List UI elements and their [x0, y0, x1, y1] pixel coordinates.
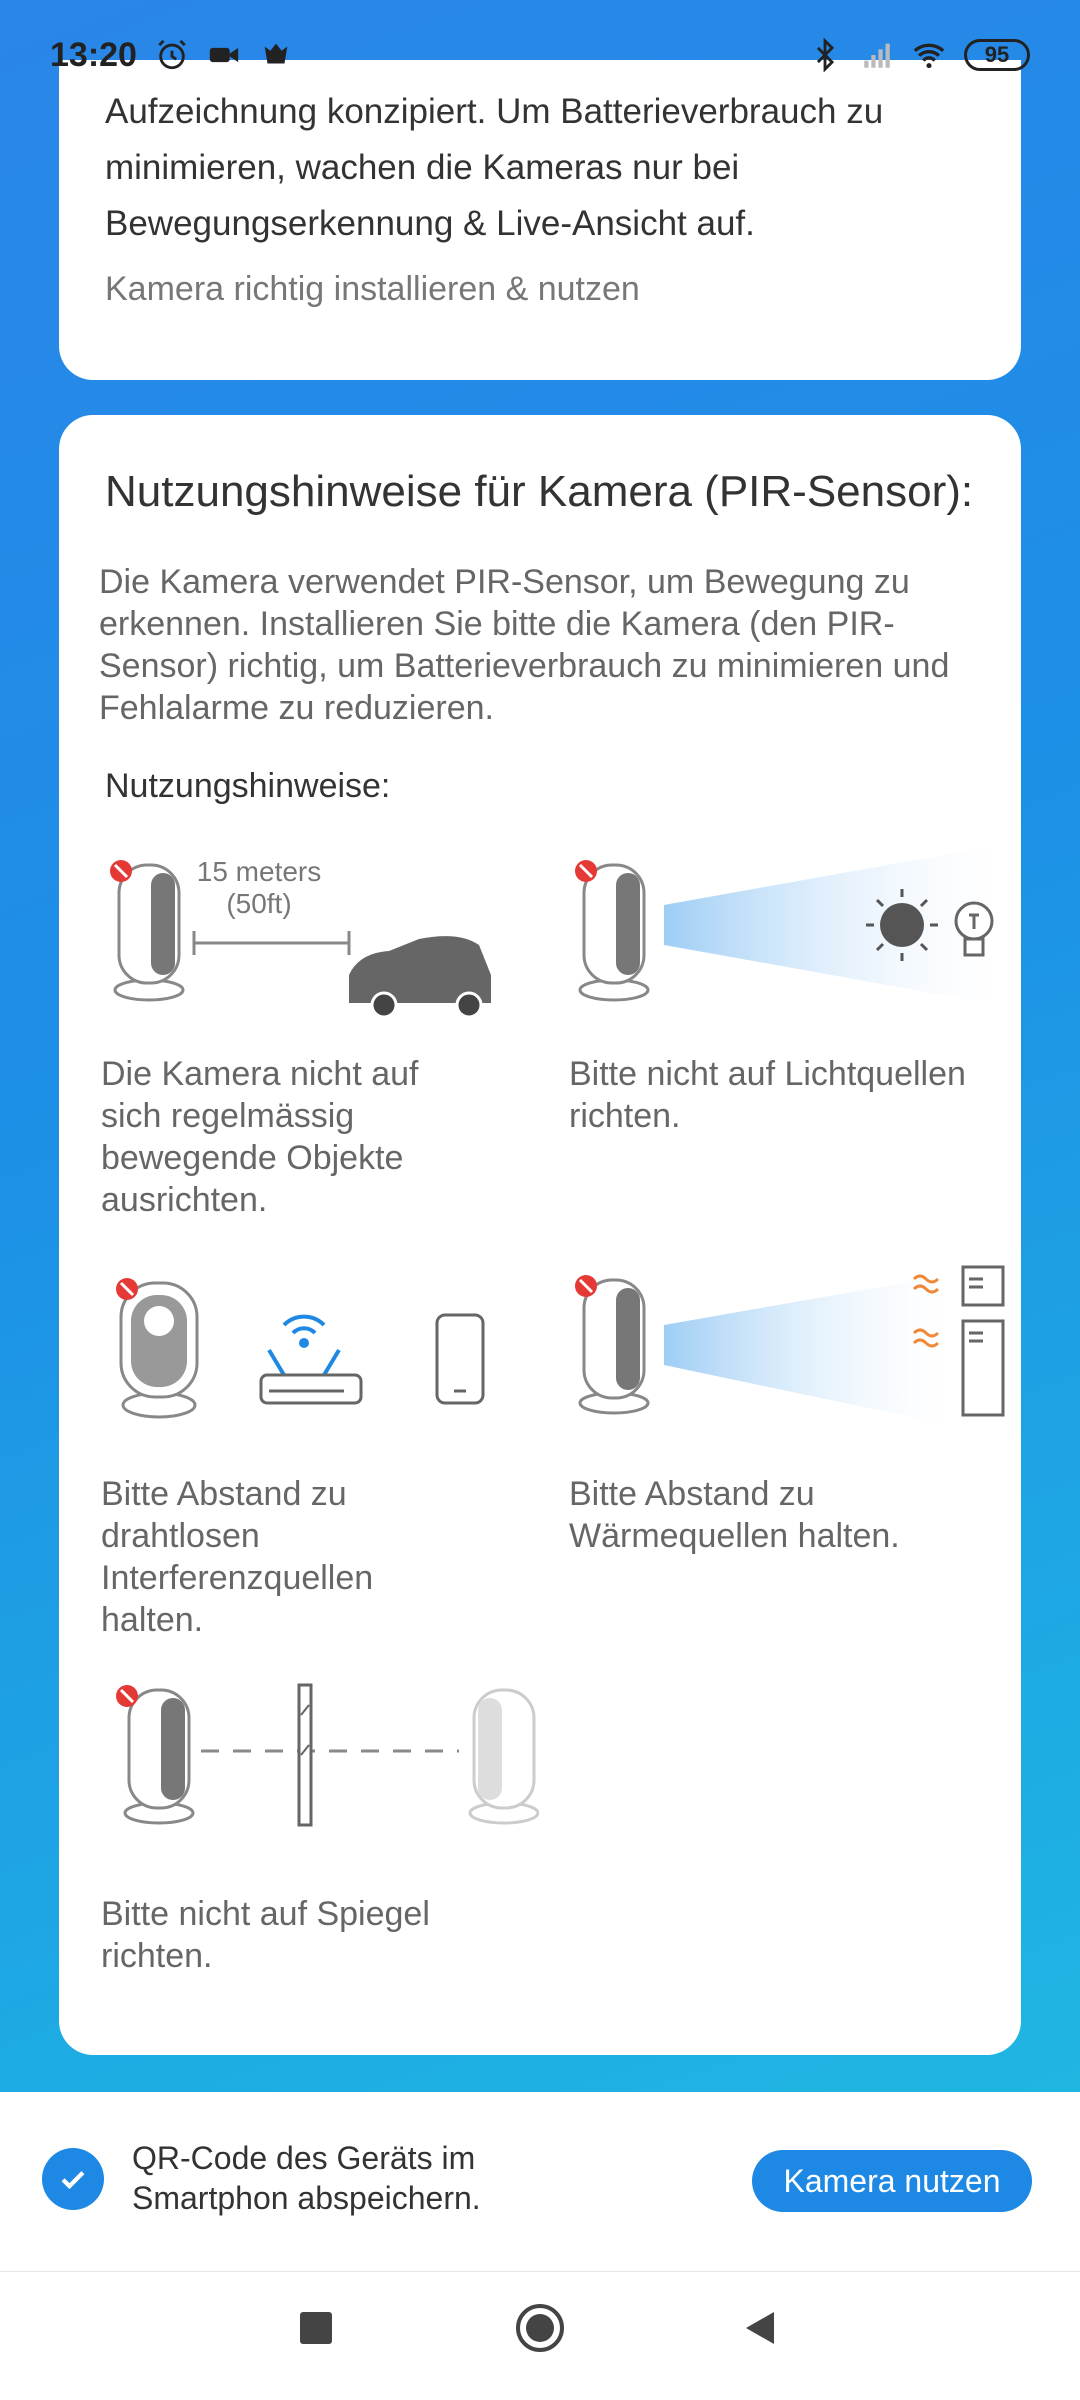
tip-wireless-interference: [59, 1255, 539, 1675]
save-qr-checkbox[interactable]: [42, 2148, 104, 2210]
status-time: 13:20: [50, 35, 137, 74]
tip-mirrors: [59, 1675, 539, 2055]
status-bar: [0, 0, 1080, 110]
tip-moving-objects: [59, 835, 539, 1255]
alarm-icon: [155, 38, 189, 72]
signal-icon: [860, 38, 894, 72]
info-paragraph: Aufzeichnung konzipiert. Um Batterieverbrauch zu minimieren, wachen die Kameras nur bei Bewegungserkennung & Live-Ansicht auf.: [105, 92, 884, 243]
tip-caption: Bitte nicht auf Lichtquellen richten.: [569, 1055, 966, 1135]
camera-router-illustration: [59, 1255, 539, 1455]
tip-heat-sources: [539, 1255, 1019, 1675]
home-icon[interactable]: [514, 2302, 566, 2354]
camera-light-illustration: [539, 835, 1019, 1035]
distance-label: 15 meters: [196, 856, 322, 887]
recents-icon[interactable]: [296, 2308, 336, 2348]
battery-icon: 95: [964, 39, 1030, 71]
page-title: Nutzungshinweise für Kamera (PIR-Sensor):: [105, 467, 974, 516]
install-guide-link[interactable]: Kamera richtig installieren & nutzen: [105, 270, 640, 308]
video-icon: [207, 38, 241, 72]
checkmark-icon: [56, 2162, 90, 2196]
camera-mirror-illustration: [59, 1675, 539, 1875]
pir-description: Die Kamera verwendet PIR-Sensor, um Bewegung zu erkennen. Installieren Sie bitte die Kamera (den PIR-Sensor) richtig, um Batterieverbrauch zu minimieren und Fehlalarme zu reduzieren.: [99, 563, 950, 727]
camera-heat-illustration: [539, 1255, 1019, 1455]
distance-label-ft: (50ft): [226, 888, 292, 919]
tip-caption: Bitte Abstand zu Wärmequellen halten.: [569, 1475, 900, 1555]
tip-caption: Die Kamera nicht auf sich regelmässig bewegende Objekte ausrichten.: [101, 1055, 419, 1219]
back-icon[interactable]: [740, 2308, 780, 2348]
tip-light-sources: [539, 835, 1019, 1255]
tip-caption: Bitte nicht auf Spiegel richten.: [101, 1895, 430, 1975]
camera-car-illustration: [59, 835, 539, 1035]
use-camera-button[interactable]: Kamera nutzen: [752, 2150, 1032, 2212]
bluetooth-icon: [808, 38, 842, 72]
save-qr-label: QR-Code des Geräts im Smartphon abspeichern.: [132, 2140, 481, 2216]
system-nav-bar: [0, 2272, 1080, 2400]
tip-caption: Bitte Abstand zu drahtlosen Interferenzquellen halten.: [101, 1475, 374, 1639]
wifi-icon: [912, 38, 946, 72]
bottom-action-bar: [0, 2092, 1080, 2272]
usage-tips-card: [59, 415, 1021, 2055]
tips-subheading: Nutzungshinweise:: [105, 767, 391, 805]
app-icon: [259, 38, 293, 72]
